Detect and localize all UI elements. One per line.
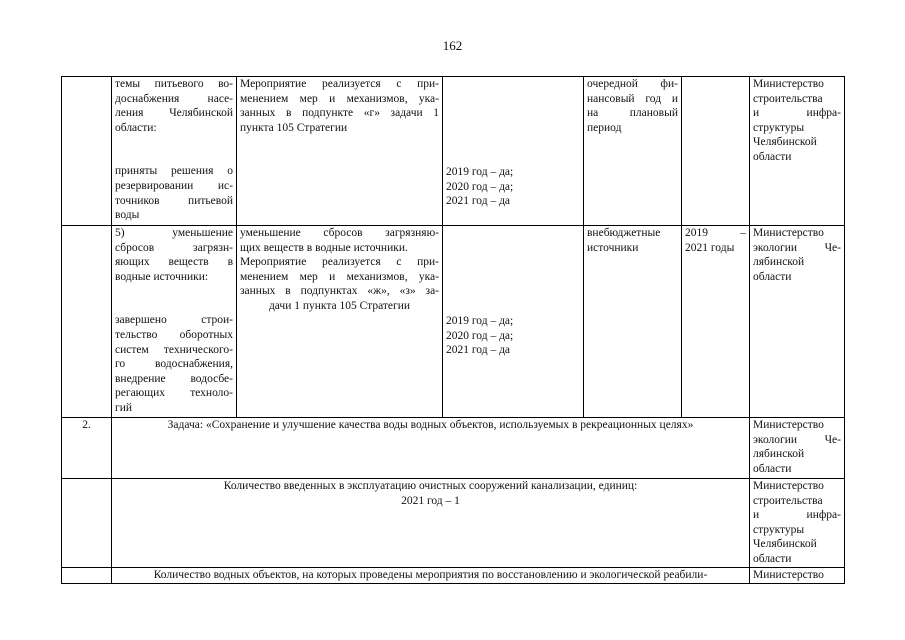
text-line: тельство оборотных [115,328,233,341]
text-line: области [753,552,792,565]
responsible-cell [750,226,845,418]
table-row [62,226,845,418]
value-cell [443,77,584,226]
text-line: яющих веществ в [115,256,233,269]
text-line: Министерство [753,78,824,90]
text-line: приняты решения о [115,165,233,178]
text-line: Министерство [753,419,824,431]
text-line: воды [115,209,140,222]
funding-cell [584,77,682,226]
text-line: области [753,462,792,475]
row-number-cell [62,226,112,418]
text-line: регающих техноло- [115,387,233,400]
text-line: гий [115,401,133,414]
text-line: 2020 год – да; [446,180,514,193]
text-line: и инфра- [753,509,841,522]
responsible-cell [750,77,845,226]
text-line: Челябинской [753,136,817,149]
row-number: 2. [82,419,91,431]
text-line: сбросов загрязн- [115,241,233,254]
text-line: менением мер и механизмов, ука- [240,270,439,283]
row-number-cell [62,418,112,479]
value-cell [443,226,584,418]
text-line: Министерство [753,227,824,239]
text-line: резервировании ис- [115,179,233,192]
text-line: Министерство [753,569,824,581]
text-line: экологии Че- [753,241,841,254]
text-line: 5) уменьшение [115,227,233,239]
text-line: точников питьевой [115,194,233,207]
text-line: источники [587,241,639,254]
text-line: Мероприятие реализуется с при- [240,78,439,90]
text-line: 2019 год – да; [446,166,514,178]
task-text: Задача: «Сохранение и улучшение качества воды водных объектов, используемых в рекреационных целях» [167,419,694,431]
text-line: экологии Че- [753,433,841,446]
table-row [62,418,845,479]
indicator-cell [112,77,237,226]
document-table [61,76,845,584]
text-line: щих веществ в водные источники. [240,241,408,254]
text-line: уменьшение сбросов загрязняю- [240,227,439,239]
responsible-cell [750,479,845,568]
text-line: занных в подпунктах «ж», «з» за- [240,285,439,298]
text-line: пункта 105 Стратегии [240,121,348,134]
text-line: и инфра- [753,107,841,120]
text-line: Мероприятие реализуется с при- [240,256,439,269]
page-number: 162 [442,38,463,53]
indicator-text: Количество водных объектов, на которых проведены мероприятия по восстановлению и экологической реабили- [153,569,708,581]
text-line: ления Челябинской [115,107,233,120]
table-row [62,568,845,584]
text-line: темы питьевого во- [115,78,233,90]
indicator-cell [112,568,750,584]
mechanism-cell [237,77,443,226]
funding-cell [584,226,682,418]
text-line: Челябинской [753,538,817,551]
responsible-cell [750,418,845,479]
text-line: структуры [753,121,805,134]
text-line: менением мер и механизмов, ука- [240,92,439,105]
text-line: внебюджетные [587,227,661,239]
text-line: доснабжения насе- [115,92,233,105]
text-line: 2019 – [685,227,746,239]
text-line: лябинской [753,256,805,269]
text-line: строительства [753,494,823,507]
mechanism-cell [237,226,443,418]
text-line: нансовый год и [587,92,678,105]
text-line: период [587,121,622,134]
text-line: занных в подпункте «г» задачи 1 [240,107,439,120]
indicator-value: 2021 год – 1 [401,494,460,507]
task-cell [112,418,750,479]
text-line: завершено строи- [115,314,233,327]
text-line: го водоснабжения, [115,358,233,371]
text-line: 2020 год – да; [446,329,514,342]
indicator-cell [112,479,750,568]
text-line: строительства [753,92,823,105]
row-number-cell [62,77,112,226]
table-row [62,479,845,568]
text-line: на плановый [587,107,678,120]
text-line: 2021 год – да [446,344,511,357]
text-line: 2019 год – да; [446,315,514,327]
text-line: лябинской [753,448,805,461]
text-line: Министерство [753,480,824,492]
row-number-cell [62,479,112,568]
period-cell [682,226,750,418]
table-row [62,77,845,226]
text-line: области [753,150,792,163]
text-line: области: [115,121,157,134]
text-line: водные источники: [115,270,209,283]
text-line: 2021 годы [685,241,735,254]
text-line: структуры [753,523,805,536]
period-cell [682,77,750,226]
text-line: 2021 год – да [446,195,511,208]
indicator-cell [112,226,237,418]
row-number-cell [62,568,112,584]
text-line: дачи 1 пункта 105 Стратегии [268,299,411,312]
text-line: систем технического- [115,343,233,356]
text-line: очередной фи- [587,78,678,90]
responsible-cell [750,568,845,584]
text-line: внедрение водосбе- [115,372,233,385]
text-line: области [753,270,792,283]
indicator-text: Количество введенных в эксплуатацию очистных сооружений канализации, единиц: [223,480,638,492]
